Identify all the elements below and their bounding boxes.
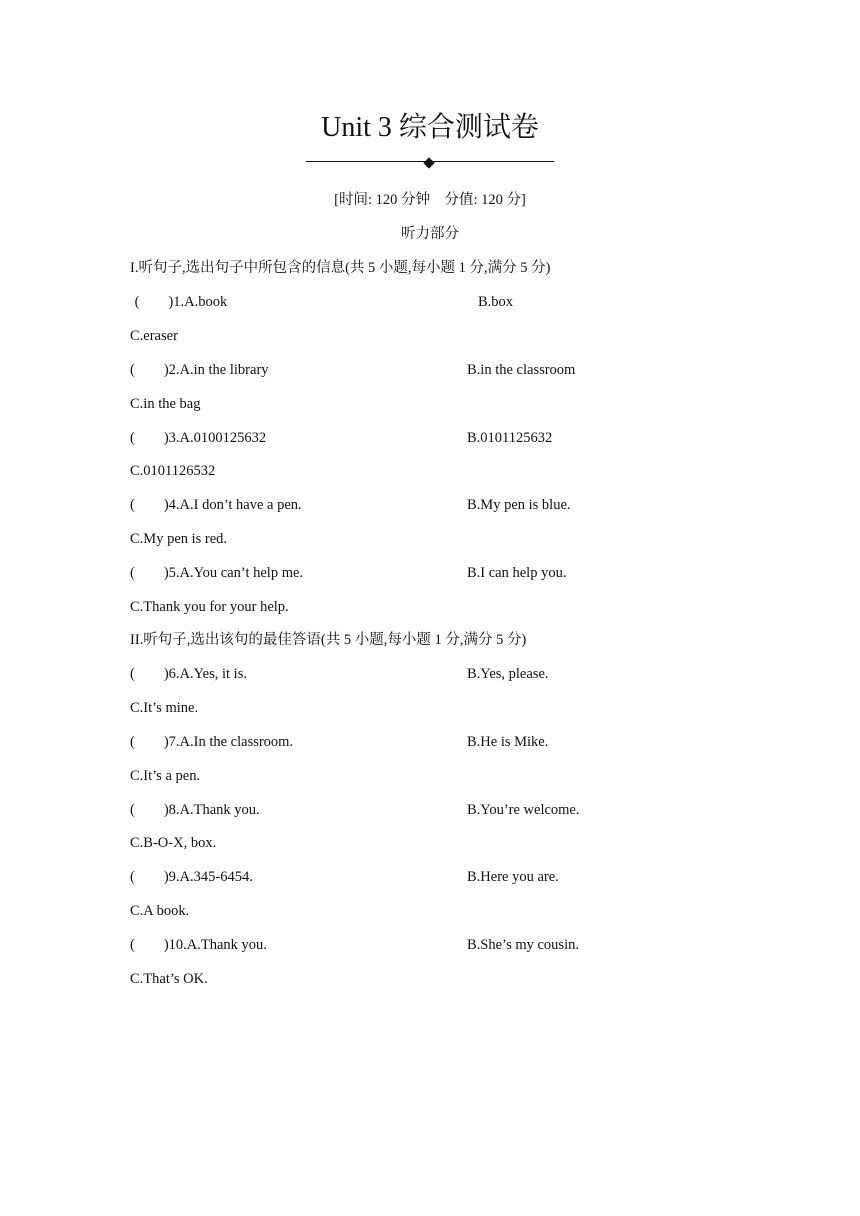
page-title: Unit 3 综合测试卷	[321, 112, 539, 143]
question-7-option-a: ( )7.A.In the classroom.	[130, 734, 294, 750]
question-8-option-c: C.B-O-X, box.	[130, 835, 217, 851]
question-10-option-a: ( )10.A.Thank you.	[130, 937, 267, 953]
question-9-option-c: C.A book.	[130, 903, 190, 919]
question-7-option-b: B.He is Mike.	[467, 734, 549, 750]
question-9-option-b: B.Here you are.	[467, 869, 559, 885]
question-4-option-b: B.My pen is blue.	[467, 497, 571, 513]
question-4-option-c: C.My pen is red.	[130, 531, 228, 547]
question-4-option-a: ( )4.A.I don’t have a pen.	[130, 497, 302, 513]
question-5-option-c: C.Thank you for your help.	[130, 599, 289, 615]
exam-meta: [时间: 120 分钟 分值: 120 分]	[334, 192, 526, 208]
question-2-option-b: B.in the classroom	[467, 362, 576, 378]
question-3-option-b: B.0101125632	[467, 430, 553, 446]
question-5-option-a: ( )5.A.You can’t help me.	[130, 565, 304, 581]
section-heading: I.听句子,选出句子中所包含的信息(共 5 小题,每小题 1 分,满分 5 分)	[130, 260, 551, 276]
question-7-option-c: C.It’s a pen.	[130, 768, 201, 784]
title-diamond-ornament	[423, 157, 434, 168]
question-6-option-a: ( )6.A.Yes, it is.	[130, 666, 247, 682]
section-heading: II.听句子,选出该句的最佳答语(共 5 小题,每小题 1 分,满分 5 分)	[130, 632, 527, 648]
question-10-option-b: B.She’s my cousin.	[467, 937, 579, 953]
question-3-option-a: ( )3.A.0100125632	[130, 430, 267, 446]
question-8-option-b: B.You’re welcome.	[467, 802, 580, 818]
question-10-option-c: C.That’s OK.	[130, 971, 208, 987]
part-heading: 听力部分	[401, 226, 459, 242]
question-1-option-b: B.box	[478, 294, 514, 310]
question-6-option-c: C.It’s mine.	[130, 700, 199, 716]
question-9-option-a: ( )9.A.345-6454.	[130, 869, 253, 885]
question-5-option-b: B.I can help you.	[467, 565, 567, 581]
question-2-option-c: C.in the bag	[130, 396, 201, 412]
question-3-option-c: C.0101126532	[130, 463, 216, 479]
question-1-option-a: ( )1.A.book	[131, 294, 228, 310]
question-1-option-c: C.eraser	[130, 328, 178, 344]
question-2-option-a: ( )2.A.in the library	[130, 362, 269, 378]
question-6-option-b: B.Yes, please.	[467, 666, 549, 682]
question-8-option-a: ( )8.A.Thank you.	[130, 802, 260, 818]
